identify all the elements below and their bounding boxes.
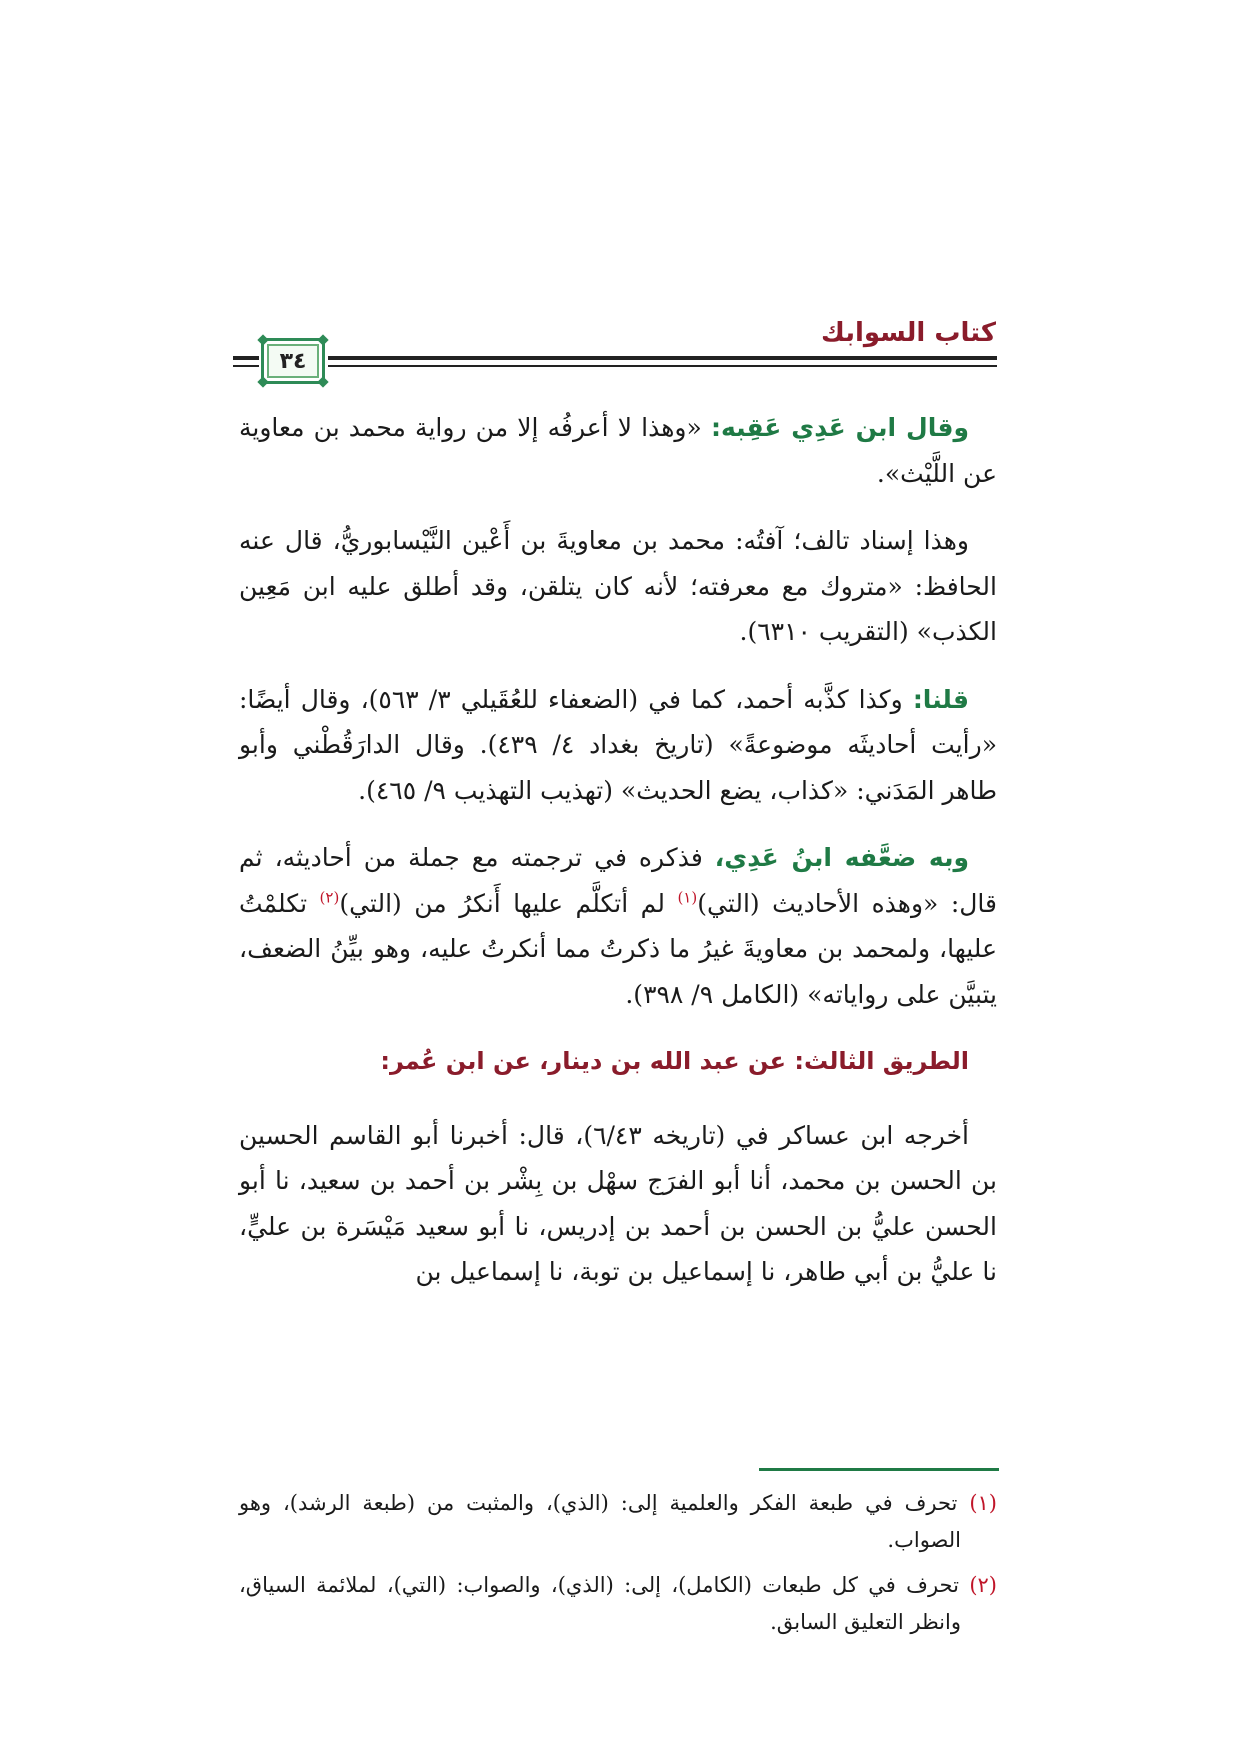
paragraph-text: أخرجه ابن عساكر في (تاريخه ٦/٤٣)، قال: أخبرنا أبو القاسم الحسين بن الحسن بن محمد، أنا أبو الفرَج سهْل بن بِشْر بن أحمد بن سعيد، نا أبو الحسن عليُّ بن الحسن بن أحمد بن إدريس، نا أبو سعيد مَيْسَرة بن عليٍّ، نا عليُّ بن أبي طاهر، نا إسماعيل بن توبة، نا إسماعيل بن (239, 1120, 997, 1286)
header-rule-thin (328, 365, 997, 367)
paragraph-lead: قلنا: (912, 684, 969, 714)
footnote-text: تحرف في كل طبعات (الكامل)، إلى: (الذي)، والصواب: (التي)، لملائمة السياق، وانظر التعليق السابق. (239, 1573, 961, 1634)
page-number-badge (261, 338, 325, 384)
paragraph-text: فذكره في ترجمته مع جملة من أحاديثه، ثم قال: «وهذه الأحاديث (التي) (239, 843, 997, 918)
header-rule-left (233, 356, 259, 360)
header-rule-left-thin (233, 365, 259, 367)
footnotes (239, 1485, 997, 1649)
paragraph-text: تكلمْتُ عليها، ولمحمد بن معاويةَ غيرُ ما ذكرتُ مما أنكرتُ عليه، وهو بيِّنُ الضعف، يتبيَّن على رواياته» (الكامل ٩/ ٣٩٨). (239, 888, 997, 1009)
main-text (239, 405, 997, 1317)
footnote-reference[interactable]: (١) (677, 888, 698, 907)
footnote-number: (١) (969, 1491, 997, 1515)
footnote (239, 1485, 997, 1559)
paragraph-text: «وهذا لا أعرفُه إلا من رواية محمد بن معاوية عن اللَّيْث». (239, 413, 997, 488)
book-title: كتاب السوابك (821, 318, 996, 348)
footnote-text: تحرف في طبعة الفكر والعلمية إلى: (الذي)، والمثبت من (طبعة الرشد)، وهو الصواب. (239, 1491, 961, 1552)
paragraph-text: وكذا كذَّبه أحمد، كما في (الضعفاء للعُقَيلي ٣/ ٥٦٣)، وقال أيضًا: «رأيت أحاديثَه موضوعةً» (تاريخ بغداد ٤/ ٤٣٩). وقال الدارَقُطْني وأبو طاهر المَدَني: «كذاب، يضع الحديث» (تهذيب التهذيب ٩/ ٤٦٥). (239, 684, 997, 805)
paragraph (239, 1113, 997, 1295)
header-rule (328, 356, 997, 360)
paragraph-lead: وقال ابن عَدِي عَقِبه: (710, 413, 969, 442)
paragraph (239, 835, 997, 1017)
section-heading: الطريق الثالث: عن عبد الله بن دينار، عن ابن عُمر: (380, 1047, 969, 1075)
paragraph (239, 518, 997, 655)
footnote-reference[interactable]: (٢) (319, 888, 340, 907)
footnote-number: (٢) (969, 1573, 997, 1597)
paragraph-text: وهذا إسناد تالف؛ آفتُه: محمد بن معاويةَ بن أَعْين النَّيْسابوريُّ، قال عنه الحافظ: «متروك مع معرفته؛ لأنه كان يتلقن، وقد أطلق عليه ابن مَعِين الكذب» (التقريب ٦٣١٠). (239, 526, 997, 646)
page-number: ٣٤ (279, 348, 307, 374)
footnote (239, 1567, 997, 1641)
paragraph (239, 677, 997, 814)
paragraph-lead: وبه ضعَّفه ابنُ عَدِي، (714, 843, 969, 872)
paragraph-text: لم أتكلَّم عليها أَنكرُ من (التي) (339, 888, 678, 918)
footnote-separator (759, 1468, 999, 1471)
paragraph (239, 405, 997, 496)
